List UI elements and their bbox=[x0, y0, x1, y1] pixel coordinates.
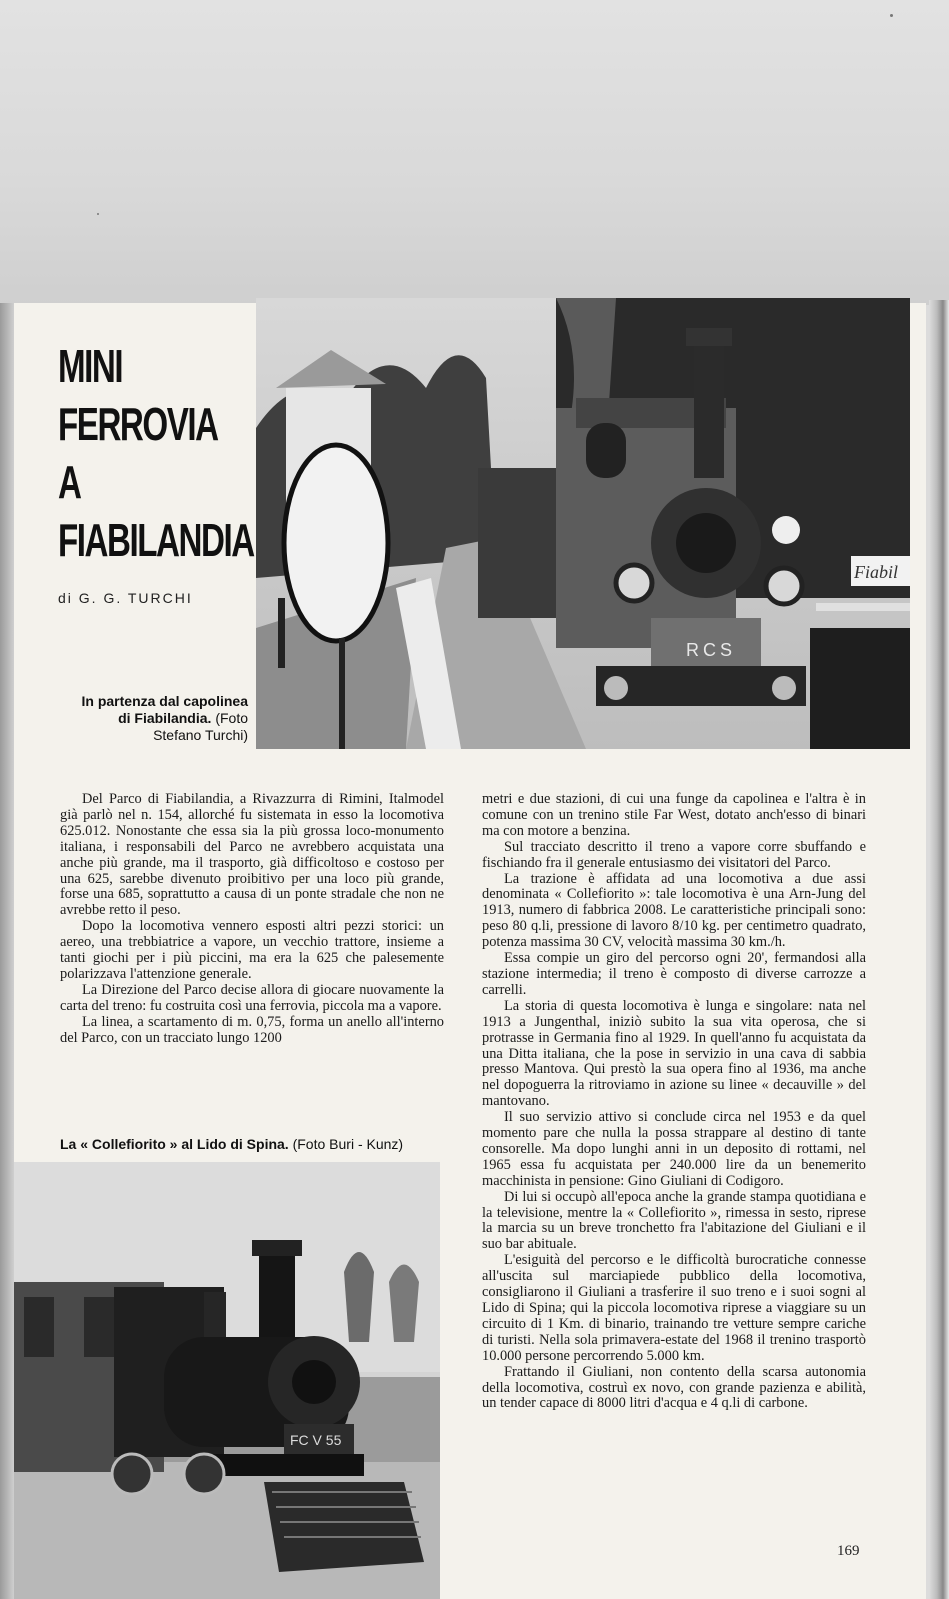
photo1-caption-credit: (Foto Stefano Turchi) bbox=[153, 710, 248, 743]
page-number: 169 bbox=[837, 1543, 860, 1559]
byline: di G. G. TURCHI bbox=[58, 590, 193, 606]
paragraph: Dopo la locomotiva vennero esposti altri pezzi storici: un aereo, una trebbiatrice a vapore, un vecchio trattore, insieme a tanti giochi per i più piccini, ma era la 625 che palesemente polarizzava l'attenzione generale. bbox=[60, 918, 444, 982]
paragraph: Il suo servizio attivo si conclude circa nel 1953 e da quel momento pare che nulla la possa strappare al destino di tante consorelle. Ma dopo lunghi anni in un deposito di rottami, nel 1965 essa fu acquistata per 240.000 lire da un benemerito macchinista in pensione: Gino Giuliani di Codigoro. bbox=[482, 1109, 866, 1189]
paragraph: La storia di questa locomotiva è lunga e singolare: nata nel 1913 a Jungenthal, iniziò subito la sua vita operosa, che si protrasse in Germania fino al 1929. In quell'anno fu acquistata da una Ditta italiana, che la pose in servizio in una cava di sabbia presso Mantova. Qui prestò la sua opera fino al 1936, ma anche nel dopoguerra la ritroviamo in azione su linee « decauville » del mantovano. bbox=[482, 997, 866, 1110]
title-line: FERROVIA bbox=[58, 398, 218, 450]
paragraph: La trazione è affidata ad una locomotiva a due assi denominata « Collefiorito »: tale locomotiva è una Arn-Jung del 1913, numero di fabbrica 2008. Le caratteristiche principali sono: peso 80 q.li, pressione di lavoro 8/10 kg. per centimetro quadrato, potenza massima 30 CV, velocità massima 30 km./h. bbox=[482, 870, 866, 951]
photo2-caption bbox=[60, 1136, 445, 1152]
text-column-left bbox=[60, 792, 444, 1047]
photo-train-fiabilandia bbox=[256, 298, 910, 749]
text-column-right bbox=[482, 792, 866, 1412]
photo2-loco-plate: FC V 55 bbox=[290, 1432, 342, 1448]
page-right-edge bbox=[929, 300, 949, 1599]
paragraph: Del Parco di Fiabilandia, a Rivazzurra di Rimini, Italmodel già parlò nel n. 154, allorché fu sistemata in esso la locomotiva 625.012. Nonostante che essa sia la più grossa loco-monumento italiana, i responsabili del Parco ne avrebbero acquistata una anche più grande, ma il trasporto, già difficoltoso e costoso per una 625, sarebbe divenuto proibitivo per una loco più grande, forse una 685, soprattutto a causa di un ponte stradale che non ne avrebbe retto il peso. bbox=[60, 791, 444, 919]
paragraph: La linea, a scartamento di m. 0,75, forma un anello all'interno del Parco, con un tracciato lungo 1200 bbox=[60, 1013, 444, 1046]
paragraph: Sul tracciato descritto il treno a vapore corre sbuffando e fischiando fra il generale entusiasmo dei visitatori del Parco. bbox=[482, 838, 866, 871]
page-left-edge bbox=[0, 303, 14, 1599]
title-line: MINI bbox=[58, 340, 123, 392]
photo1-sign: Fiabil bbox=[854, 562, 898, 582]
paragraph: L'esiguità del percorso e le difficoltà burocratiche connesse all'uscita sul marciapiede pubblico della locomotiva, consigliarono il Giuliani a trasferire il suo treno e i suoi sogni al Lido di Spina; qui la piccola locomotiva riprese a viaggiare su un circuito di 1 Km. di binario, trainando tre vetture sempre cariche di turisti. Nella sola primavera-estate del 1968 il trenino trasportò 10.000 persone percorrendo 5.000 km. bbox=[482, 1252, 866, 1364]
photo1-caption bbox=[68, 693, 248, 744]
photo1-loco-plate: RCS bbox=[686, 640, 737, 660]
photo2-caption-credit: (Foto Buri - Kunz) bbox=[292, 1136, 404, 1152]
photo2-caption-text: La « Collefiorito » al Lido di Spina. bbox=[60, 1136, 289, 1152]
paragraph: metri e due stazioni, di cui una funge da capolinea e l'altra è in comune con un trenino stile Far West, dotato anch'esso di binari ma con motore a benzina. bbox=[482, 791, 866, 839]
scan-background bbox=[0, 0, 949, 305]
paragraph: Essa compie un giro del percorso ogni 20', fermandosi alla stazione intermedia; il treno è composto di diverse carrozze a carrelli. bbox=[482, 950, 866, 998]
paragraph: La Direzione del Parco decise allora di giocare nuovamente la carta del treno: fu costruita così una ferrovia, piccola ma a vapore. bbox=[60, 981, 444, 1014]
title-line: A bbox=[58, 456, 81, 508]
paragraph: Frattando il Giuliani, non contento della scarsa autonomia della locomotiva, costruì ex novo, con grande pazienza e abilità, un tender capace di 8000 litri d'acqua e 4 q.li di carbone. bbox=[482, 1363, 866, 1412]
paragraph: Di lui si occupò all'epoca anche la grande stampa quotidiana e la televisione, mentre la « Collefiorito », rimessa in sesto, riprese la marcia su un breve tronchetto fra l'abitazione del Giuliani e il suo bar abituale. bbox=[482, 1188, 866, 1253]
photo-collefiorito-lido-spina bbox=[14, 1162, 440, 1599]
dust-speck bbox=[97, 213, 99, 215]
article-title bbox=[58, 337, 254, 569]
dust-speck bbox=[890, 14, 893, 17]
photo1-illustration bbox=[256, 298, 910, 749]
title-line: FIABILANDIA bbox=[58, 514, 254, 566]
photo1-caption-text: In partenza dal capolinea di Fiabilandia. bbox=[81, 693, 248, 726]
photo2-illustration bbox=[14, 1162, 440, 1599]
